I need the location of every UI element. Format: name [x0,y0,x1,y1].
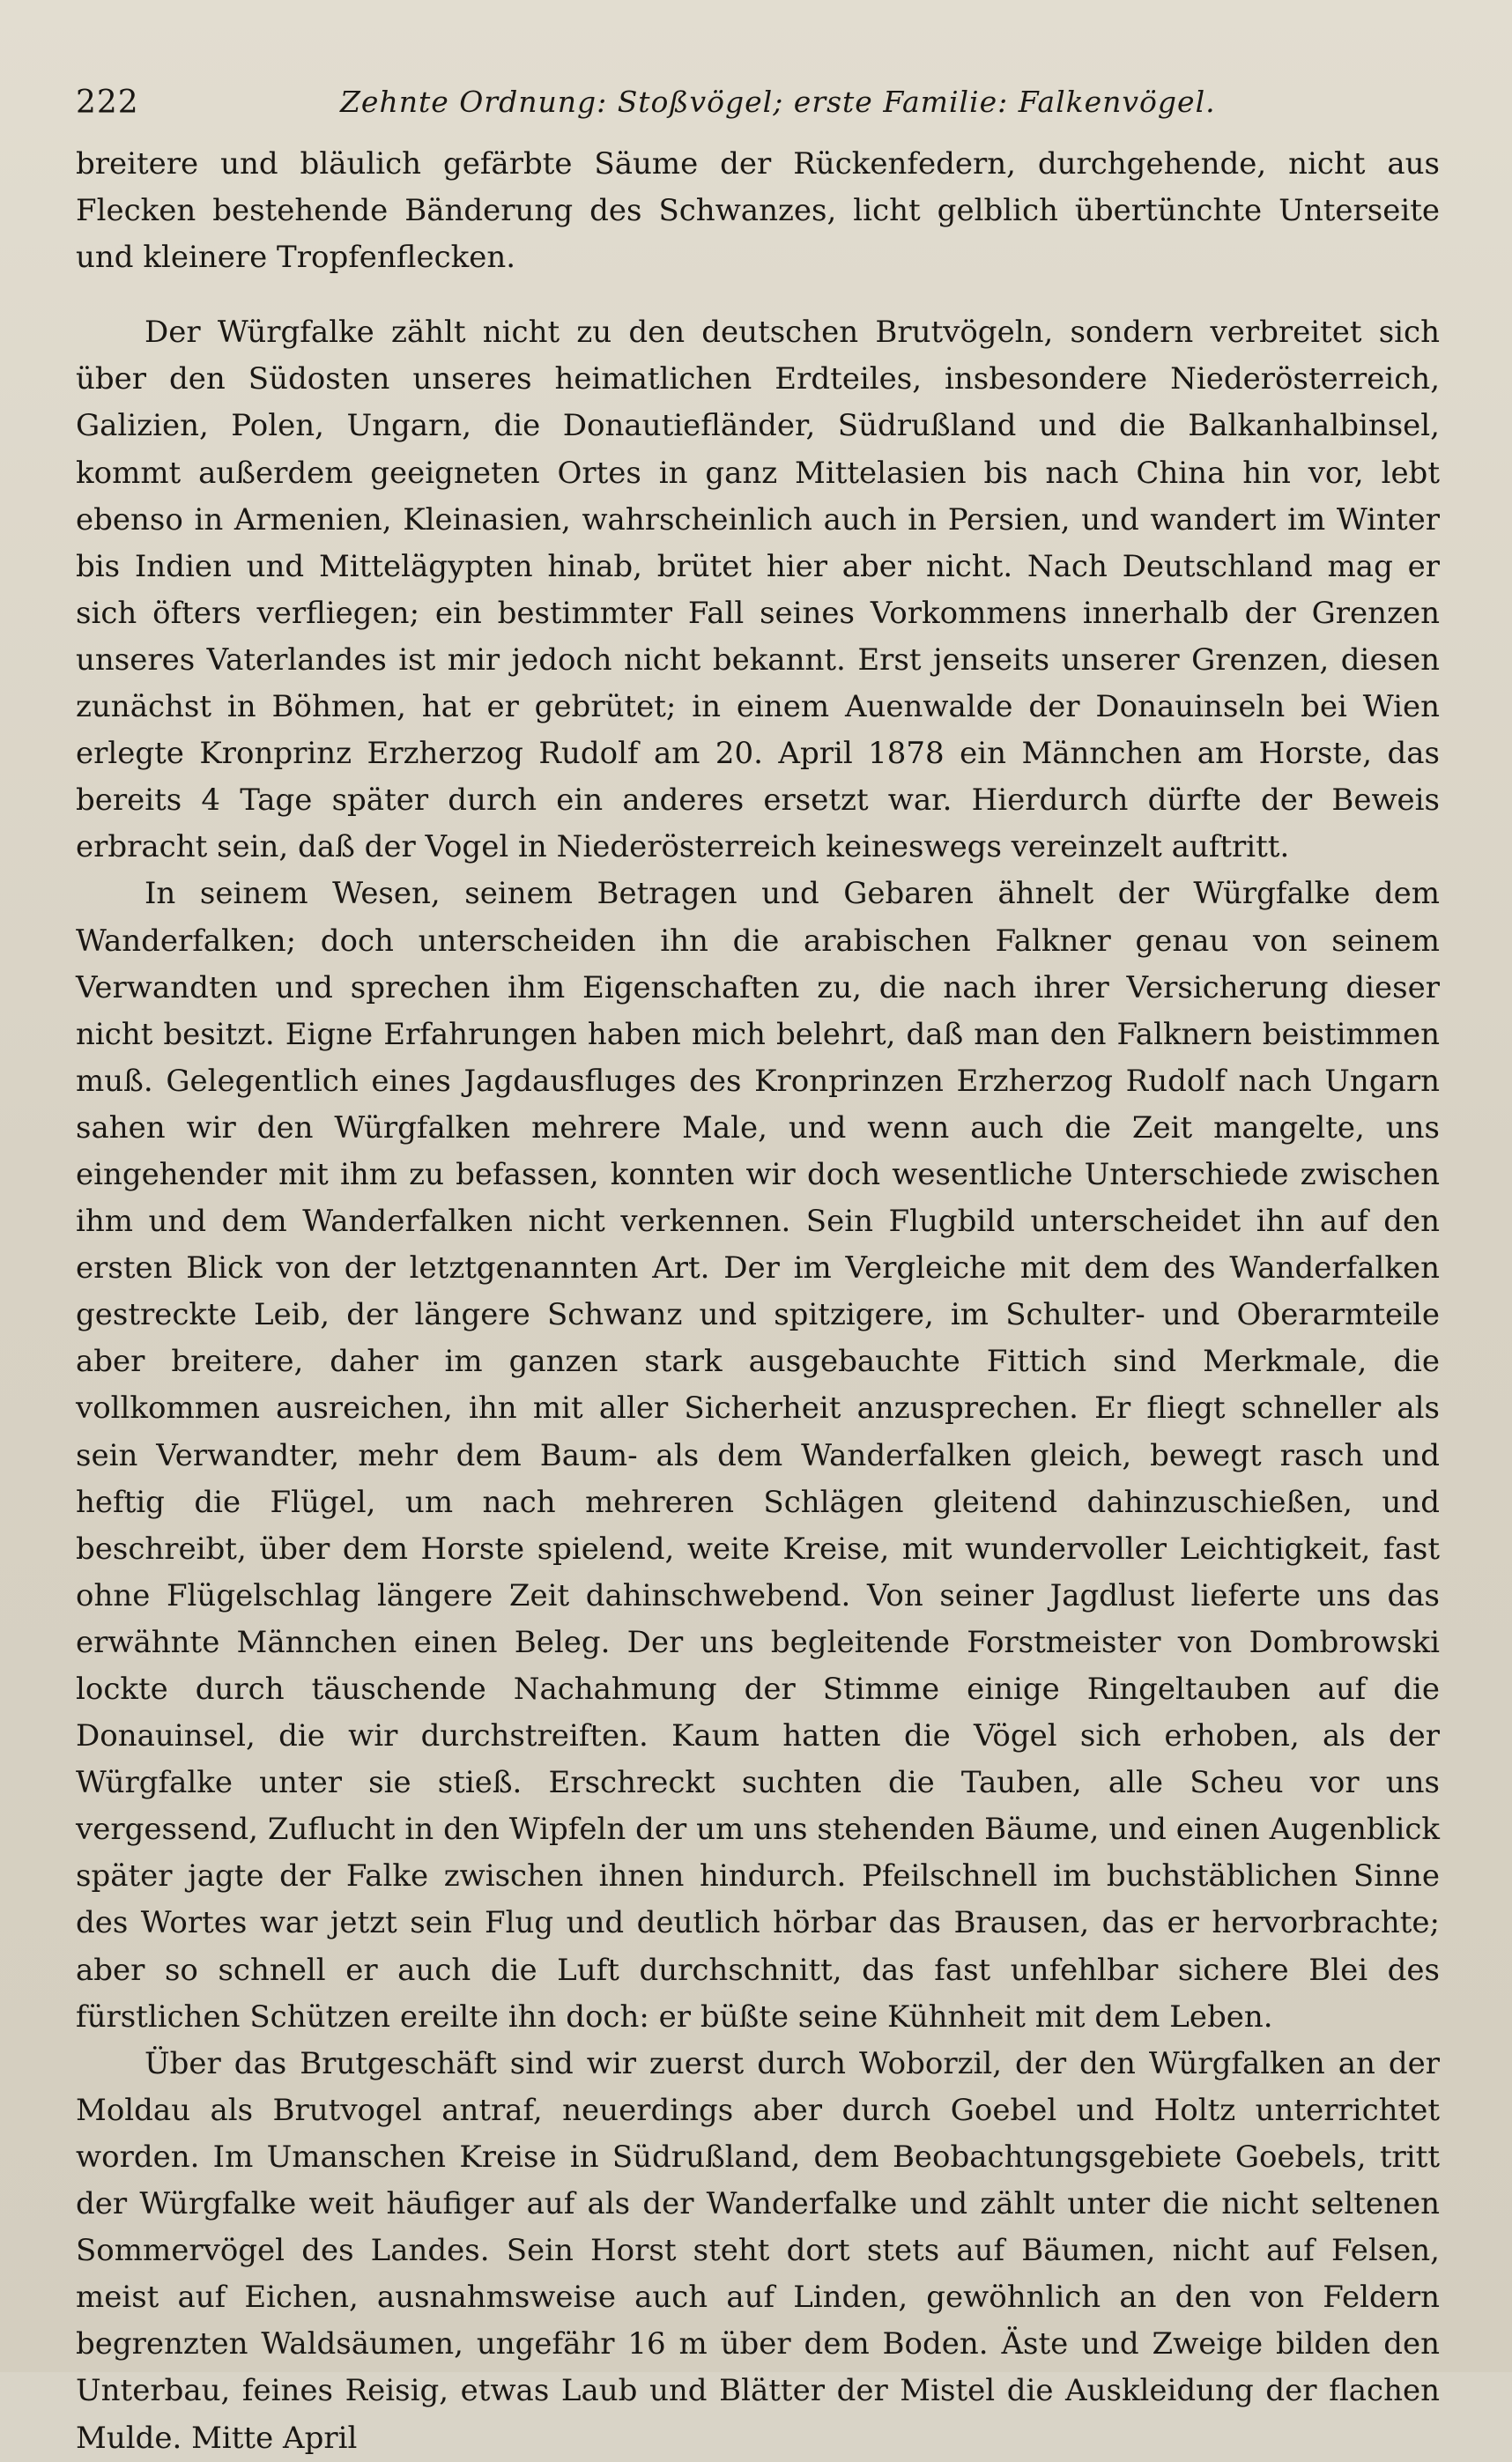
paragraph-breeding: Über das Brutgeschäft sind wir zuerst durch Woborzil, der den Würgfalken an der Moldau als Brutvogel antraf, neuerdings aber durch Goebel und Holtz unterrichtet worden. Im Umanschen Kreise in Südrußland, dem Beobachtungsgebiete Goebels, tritt der Würgfalke weit häufiger auf als der Wanderfalke und zählt unter die nicht seltenen Sommervögel des Landes. Sein Horst steht dort stets auf Bäumen, nicht auf Felsen, meist auf Eichen, ausnahmsweise auch auf Linden, gewöhnlich an den von Feldern begrenzten Waldsäumen, ungefähr 16 m über dem Boden. Äste und Zweige bilden den Unterbau, feines Reisig, etwas Laub und Blätter der Mistel die Auskleidung der flachen Mulde. Mitte April [76,2045,1440,2456]
paragraph-behaviour: In seinem Wesen, seinem Betragen und Gebaren ähnelt der Würgfalke dem Wanderfalken; doch unterscheiden ihn die arabischen Falkner genau von seinem Verwandten und sprechen ihm Eigenschaften zu, die nach ihrer Versicherung dieser nicht besitzt. Eigne Erfahrungen haben mich belehrt, daß man den Falknern beistimmen muß. Gelegentlich eines Jagdausfluges des Kronprinzen Erzherzog Rudolf nach Ungarn sahen wir den Würgfalken mehrere Male, und wenn auch die Zeit mangelte, uns eingehender mit ihm zu befassen, konnten wir doch wesentliche Unterschiede zwischen ihm und dem Wanderfalken nicht verkennen. Sein Flugbild unterscheidet ihn auf den ersten Blick von der letztgenannten Art. Der im Vergleiche mit dem des Wanderfalken gestreckte Leib, der längere Schwanz und spitzigere, im Schulter- und Oberarmteile aber breitere, daher im ganzen stark ausgebauchte Fittich sind Merkmale, die vollkommen ausreichen, ihn mit aller Sicherheit anzusprechen. Er fliegt schneller als sein Verwandter, mehr dem Baum- als dem Wanderfalken gleich, bewegt rasch und heftig die Flügel, um nach mehreren Schlägen gleitend dahinzuschießen, und beschreibt, über dem Horste spielend, weite Kreise, mit wundervoller Leichtigkeit, fast ohne Flügelschlag längere Zeit dahinschwebend. Von seiner Jagdlust lieferte uns das erwähnte Männchen einen Beleg. Der uns begleitende Forstmeister von Dombrowski lockte durch täuschende Nachahmung der Stimme einige Ringeltauben auf die Donauinsel, die wir durchstreiften. Kaum hatten die Vögel sich erhoben, als der Würgfalke unter sie stieß. Erschreckt suchten die Tauben, alle Scheu vor uns vergessend, Zuflucht in den Wipfeln der um uns stehenden Bäume, und einen Augenblick später jagte der Falke zwischen ihnen hindurch. Pfeilschnell im buchstäblichen Sinne des Wortes war jetzt sein Flug und deutlich hörbar das Brausen, das er hervorbrachte; aber so schnell er auch die Luft durchschnitt, das fast unfehlbar sichere Blei des fürstlichen Schützen ereilte ihn doch: er büßte seine Kühnheit mit dem Leben. [76,876,1440,2035]
paragraph-distribution: Der Würgfalke zählt nicht zu den deutschen Brutvögeln, sondern verbreitet sich über den Südosten unseres heimatlichen Erdteiles, insbesondere Niederösterreich, Galizien, Polen, Ungarn, die Donautiefländer, Südrußland und die Balkanhalbinsel, kommt außerdem geeigneten Ortes in ganz Mittelasien bis nach China hin vor, lebt ebenso in Armenien, Kleinasien, wahrscheinlich auch in Persien, und wandert im Winter bis Indien und Mittelägypten hinab, brütet hier aber nicht. Nach Deutschland mag er sich öfters verfliegen; ein bestimmter Fall seines Vorkommens innerhalb der Grenzen unseres Vaterlandes ist mir jedoch nicht bekannt. Erst jenseits unserer Grenzen, diesen zunächst in Böhmen, hat er gebrütet; in einem Auenwalde der Donauinseln bei Wien erlegte Kronprinz Erzherzog Rudolf am 20. April 1878 ein Männchen am Horste, das bereits 4 Tage später durch ein anderes ersetzt war. Hierdurch dürfte der Beweis erbracht sein, daß der Vogel in Niederösterreich keineswegs vereinzelt auftritt. [76,315,1440,865]
page-number: 222 [76,85,139,121]
running-head: Zehnte Ordnung: Stoßvögel; erste Familie: Falkenvögel. [340,85,1216,119]
paragraph-continuation: breitere und bläulich gefärbte Säume der Rückenfedern, durchgehende, nicht aus Flecken bestehende Bänderung des Schwanzes, licht gelblich übertünchte Unterseite und kleinere Tropfenflecken. [76,146,1440,276]
body-text [76,141,1440,2462]
page-header [76,85,1440,141]
